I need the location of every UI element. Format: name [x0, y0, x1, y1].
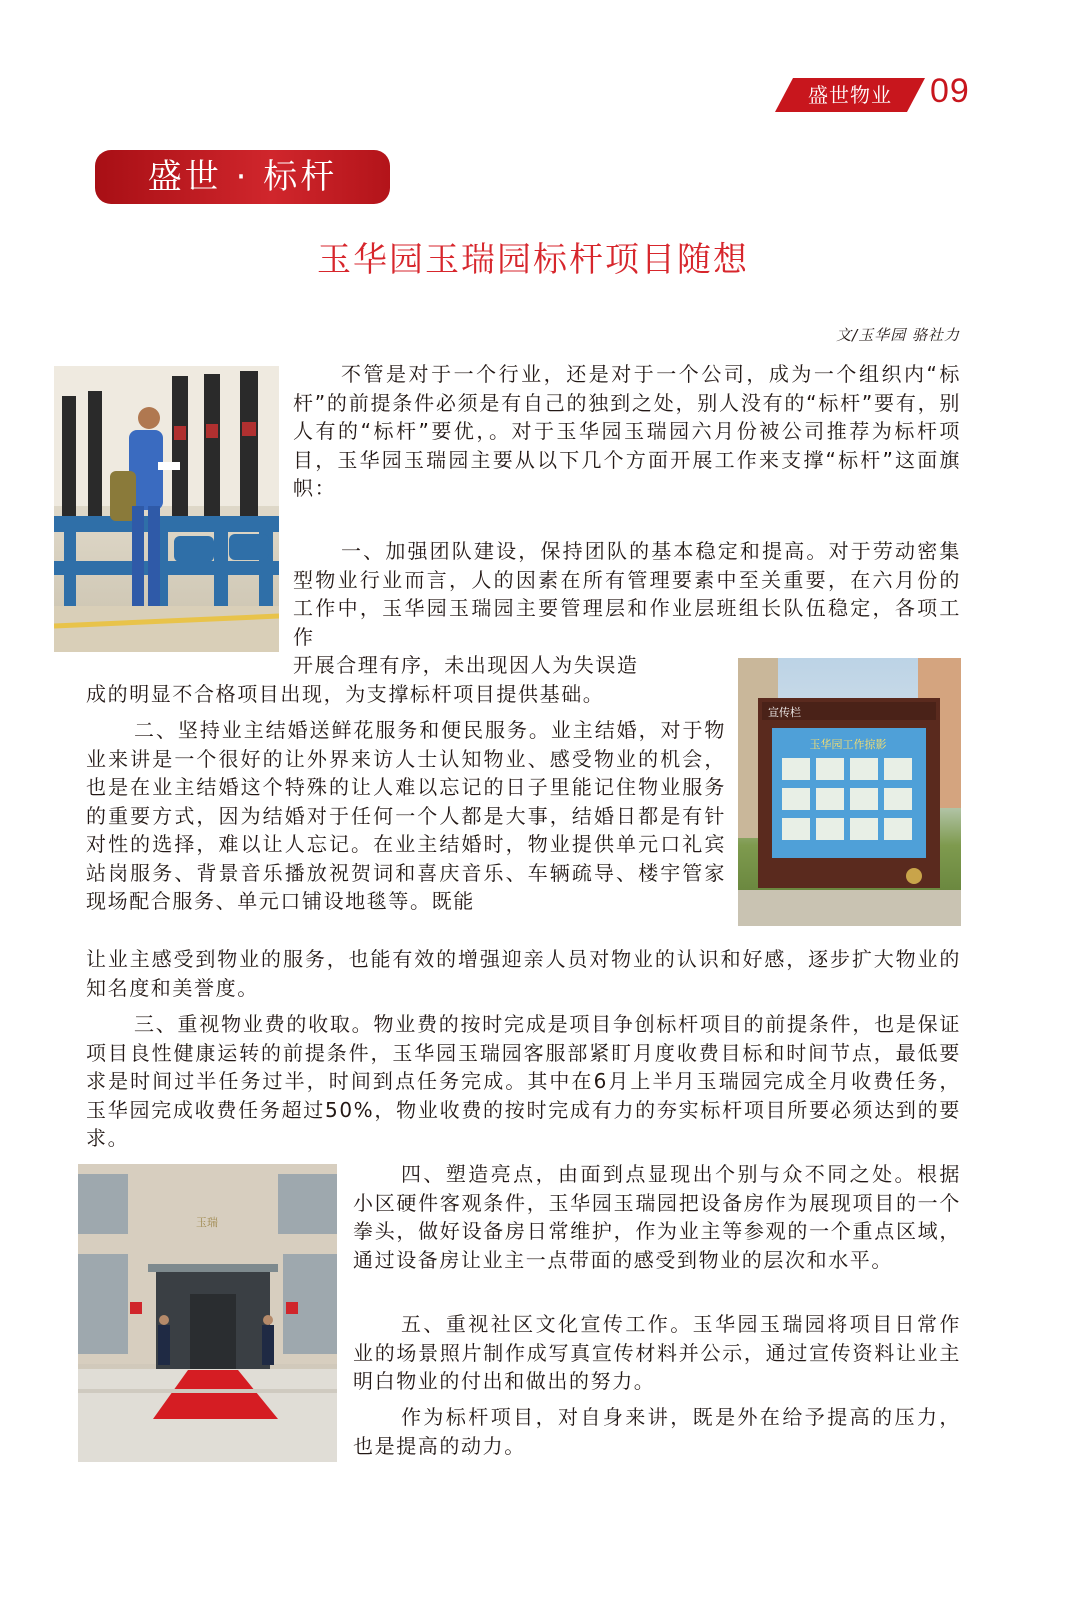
header-section-label: 盛世物业 [808, 83, 892, 107]
paragraph-conclusion: 作为标杆项目，对自身来讲，既是外在给予提高的压力，也是提高的动力。 [353, 1405, 961, 1458]
article-byline: 文/玉华园 骆社力 [836, 326, 960, 344]
bulletin-board-illustration [738, 658, 961, 926]
paragraph-highlights: 四、塑造亮点，由面到点显现出个别与众不同之处。根据小区硬件客观条件，玉华园玉瑞园把设备房作为展现项目的一个拳头，做好设备房日常维护，作为业主等参观的一个重点区域，通过设备房让业主一点带面的感受到物业的层次和水平。 [353, 1162, 961, 1272]
article-title: 玉华园玉瑞园标杆项目随想 [317, 240, 749, 280]
equipment-room-illustration [54, 366, 279, 652]
photo-building-entrance [78, 1164, 337, 1462]
paragraph-fee-collection: 三、重视物业费的收取。物业费的按时完成是项目争创标杆项目的前提条件，也是保证项目良性健康运转的前提条件，玉华园玉瑞园客服部紧盯月度收费目标和时间节点，最低要求是时间过半任务过半，时间到点任务完成。其中在6月上半月玉瑞园完成全月收费任务，玉华园完成收费任务超过50%，物业收费的按时完成有力的夯实标杆项目所要必须达到的要求。 [86, 1012, 961, 1150]
door-sign-text: 玉瑞 [196, 1216, 218, 1229]
board-title-text: 玉华园工作掠影 [809, 738, 887, 751]
paragraph-wedding-service-cont: 让业主感受到物业的服务，也能有效的增强迎亲人员对物业的认识和好感，逐步扩大物业的知名度和美誉度。 [86, 947, 961, 1000]
photo-bulletin-board [738, 658, 961, 926]
paragraph-team-building: 一、加强团队建设，保持团队的基本稳定和提高。对于劳动密集型物业行业而言，人的因素在所有管理要素中至关重要，在六月份的工作中，玉华园玉瑞园主要管理层和作业层班组长队伍稳定，各项工作 [293, 539, 961, 649]
paragraph-wedding-service: 二、坚持业主结婚送鲜花服务和便民服务。业主结婚，对于物业来讲是一个很好的让外界来访人士认知物业、感受物业的机会，也是在业主结婚这个特殊的让人难以忘记的日子里能记住物业服务的重要方式，因为结婚对于任何一个人都是大事，结婚日都是有针对性的选择，难以让人忘记。在业主结婚时，物业提供单元口礼宾站岗服务、背景音乐播放祝贺词和喜庆音乐、车辆疏导、楼宇管家现场配合服务、单元口铺设地毯等。既能 [86, 718, 726, 913]
paragraph-community-culture: 五、重视社区文化宣传工作。玉华园玉瑞园将项目日常作业的场景照片制作成写真宣传材料并公示，通过宣传资料让业主明白物业的付出和做出的努力。 [353, 1312, 961, 1393]
paragraph-team-building-end: 成的明显不合格项目出现，为支撑标杆项目提供基础。 [86, 682, 605, 706]
paragraph-team-building-cont: 开展合理有序，未出现因人为失误造 [293, 653, 639, 677]
building-entrance-illustration [78, 1164, 337, 1462]
paragraph-intro: 不管是对于一个行业，还是对于一个公司，成为一个组织内“标杆”的前提条件必须是有自己的独到之处，别人没有的“标杆”要有，别人有的“标杆”要优，。对于玉华园玉瑞园六月份被公司推荐为标杆项目，玉华园玉瑞园主要从以下几个方面开展工作来支撑“标杆”这面旗帜： [293, 362, 961, 500]
board-header-text: 宣传栏 [768, 706, 801, 719]
section-banner-label: 盛世 · 标杆 [147, 157, 338, 197]
photo-equipment-room [54, 366, 279, 652]
page-number: 09 [930, 72, 970, 110]
